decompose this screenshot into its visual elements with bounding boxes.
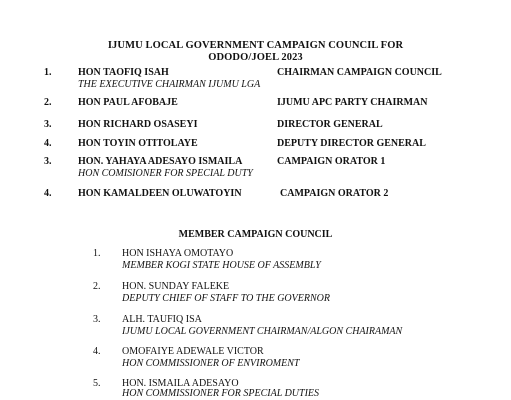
leader-number: 3.	[44, 119, 52, 130]
member-number: 2.	[93, 281, 101, 292]
member-name: HON. ISMAILA ADESAYO	[122, 378, 239, 389]
leader-number: 1.	[44, 67, 52, 78]
leader-number: 4.	[44, 188, 52, 199]
leader-name: HON. YAHAYA ADESAYO ISMAILA	[78, 156, 243, 167]
leader-role: IJUMU APC PARTY CHAIRMAN	[277, 97, 428, 108]
member-subtitle: HON COMMISSIONER FOR SPECIAL DUTIES	[122, 388, 320, 399]
leader-role: CAMPAIGN ORATOR 2	[280, 188, 389, 199]
member-number: 5.	[93, 378, 101, 389]
leader-name: HON TOYIN OTITOLAYE	[78, 138, 198, 149]
leader-name: HON PAUL AFOBAJE	[78, 97, 178, 108]
member-number: 3.	[93, 314, 101, 325]
leader-name: HON TAOFIQ ISAH	[78, 67, 169, 78]
document-title-line-2: ODODO/JOEL 2023	[208, 52, 303, 63]
members-heading: MEMBER CAMPAIGN COUNCIL	[178, 229, 333, 240]
member-subtitle: HON COMMISSIONER OF ENVIROMENT	[122, 358, 300, 369]
leader-name: HON RICHARD OSASEYI	[78, 119, 198, 130]
member-name: ALH. TAUFIQ ISA	[122, 314, 202, 325]
leader-role: CAMPAIGN ORATOR 1	[277, 156, 386, 167]
member-name: HON ISHAYA OMOTAYO	[122, 248, 234, 259]
leader-subtitle: HON COMISIONER FOR SPECIAL DUTY	[78, 168, 253, 179]
leader-number: 2.	[44, 97, 52, 108]
document-title-line-1: IJUMU LOCAL GOVERNMENT CAMPAIGN COUNCIL FOR	[107, 40, 404, 51]
member-number: 4.	[93, 346, 101, 357]
member-subtitle: IJUMU LOCAL GOVERNMENT CHAIRMAN/ALGON CHAIRAMAN	[122, 326, 403, 337]
leader-role: DEPUTY DIRECTOR GENERAL	[277, 138, 426, 149]
leader-number: 3.	[44, 156, 52, 167]
leader-number: 4.	[44, 138, 52, 149]
member-name: OMOFAIYE ADEWALE VICTOR	[122, 346, 264, 357]
member-subtitle: MEMBER KOGI STATE HOUSE OF ASSEMBLY	[122, 260, 321, 271]
leader-role: CHAIRMAN CAMPAIGN COUNCIL	[277, 67, 442, 78]
leader-subtitle: THE EXECUTIVE CHAIRMAN IJUMU LGA	[78, 79, 261, 90]
leader-role: DIRECTOR GENERAL	[277, 119, 383, 130]
member-subtitle: DEPUTY CHIEF OF STAFF TO THE GOVERNOR	[122, 293, 330, 304]
member-number: 1.	[93, 248, 101, 259]
leader-name: HON KAMALDEEN OLUWATOYIN	[78, 188, 242, 199]
member-name: HON. SUNDAY FALEKE	[122, 281, 230, 292]
